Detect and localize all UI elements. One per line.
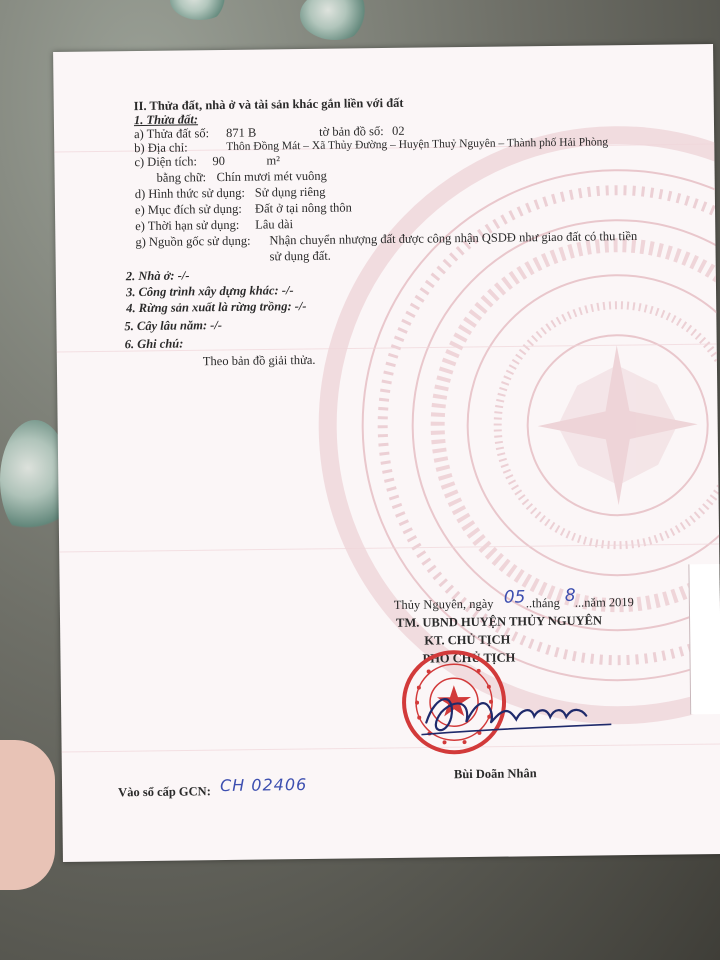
item2-house: 2. Nhà ở: -/- — [125, 268, 190, 284]
date-month-prefix: ..tháng — [525, 595, 560, 611]
item5-perennial-trees: 5. Cây lâu năm: -/- — [124, 318, 223, 334]
item3-other-works: 3. Công trình xây dựng khác: -/- — [125, 283, 294, 300]
date-year-suffix: ...năm 2019 — [574, 595, 634, 610]
vice-chairman-title: PHÓ CHỦ TỊCH — [422, 650, 516, 666]
signer-name: Bùi Doãn Nhân — [453, 766, 537, 782]
item1-title: 1. Thửa đất: — [133, 112, 199, 128]
parcel-number-value: 871 B — [225, 125, 257, 140]
section-heading: II. Thửa đất, nhà ở và tài sản khác gắn liền với đất — [133, 95, 404, 114]
usage-term-label: e) Thời hạn sử dụng: — [135, 217, 240, 234]
date-month-handwritten: 8 — [564, 585, 576, 606]
area-words-value: Chín mươi mét vuông — [216, 168, 327, 185]
notes-value: Theo bản đồ giải thửa. — [202, 352, 316, 369]
registry-label: Vào sổ cấp GCN: — [118, 784, 211, 800]
usage-form-value: Sử dụng riêng — [254, 184, 326, 200]
map-sheet-value: 02 — [391, 123, 405, 138]
handwritten-signature — [416, 680, 617, 742]
item6-notes-title: 6. Ghi chú: — [124, 336, 184, 352]
address-label: b) Địa chỉ: — [134, 140, 188, 156]
usage-purpose-label: e) Mục đích sử dụng: — [134, 201, 242, 218]
usage-purpose-value: Đất ở tại nông thôn — [254, 200, 352, 216]
area-words-label: bằng chữ: — [156, 170, 207, 185]
area-unit: m² — [266, 153, 280, 168]
usage-form-label: d) Hình thức sử dụng: — [134, 185, 245, 202]
issuing-authority: TM. UBND HUYỆN THỦY NGUYÊN — [395, 613, 603, 630]
origin-value-line1: Nhận chuyển nhượng đất được công nhận QSDĐ như giao đất có thu tiền — [269, 228, 638, 248]
map-sheet-label: tờ bản đồ số: — [318, 124, 384, 139]
date-day-handwritten: 05 — [503, 587, 526, 608]
item4-planted-forest: 4. Rừng sản xuất là rừng trồng: -/- — [126, 298, 307, 316]
kt-title: KT. CHỦ TỊCH — [424, 632, 511, 648]
registry-number-handwritten: CH 02406 — [219, 775, 308, 796]
holding-hand — [0, 740, 55, 890]
parcel-number-label: a) Thửa đất số: — [133, 126, 210, 142]
address-value: Thôn Đồng Mát – Xã Thủy Đường – Huyện Thuỷ Nguyên – Thành phố Hải Phòng — [226, 136, 609, 153]
date-place-prefix: Thủy Nguyên, ngày — [393, 596, 494, 612]
origin-label: g) Nguồn gốc sử dụng: — [135, 233, 251, 250]
area-label: c) Diện tích: — [134, 154, 197, 170]
land-certificate-page — [53, 44, 720, 862]
usage-term-value: Lâu dài — [255, 217, 294, 232]
origin-value-line2: sử dụng đất. — [269, 248, 331, 264]
area-value: 90 — [212, 153, 226, 169]
